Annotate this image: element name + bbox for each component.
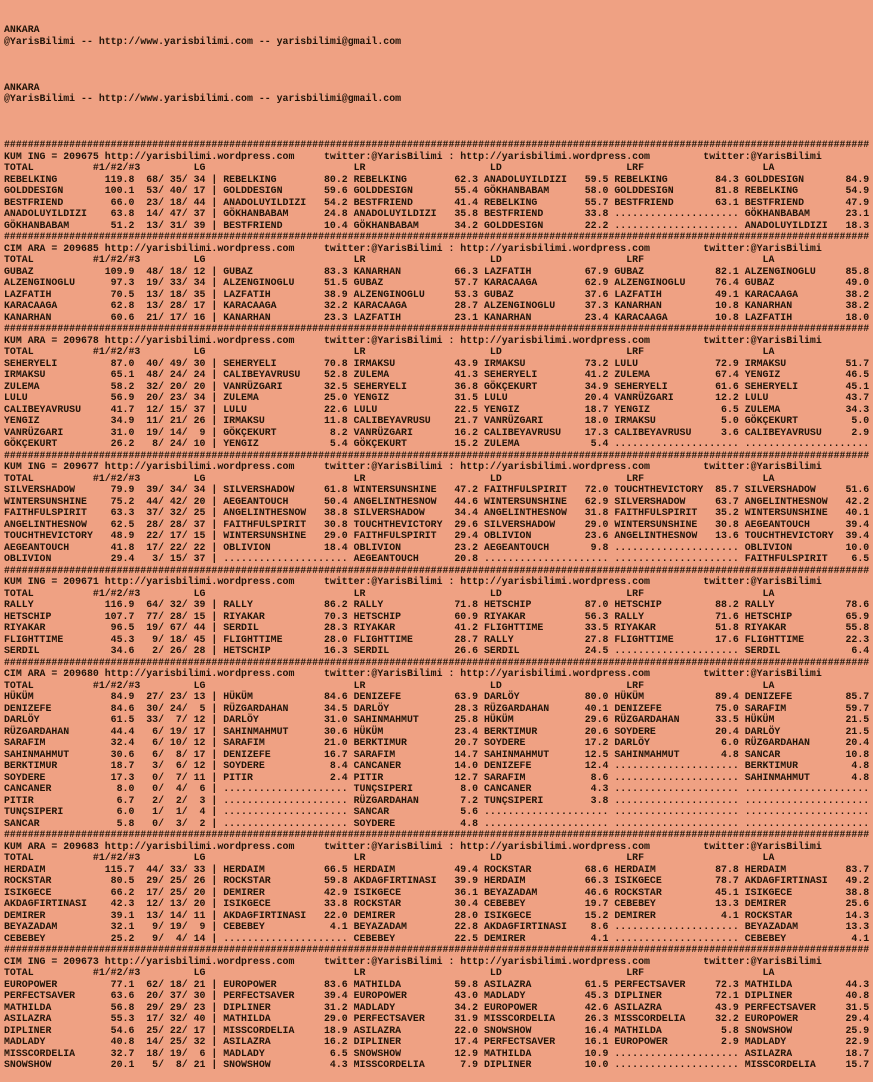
race-block (4, 323, 873, 450)
horse-row: GUBAZ 109.9 48/ 18/ 12 | GUBAZ 83.3 KANARHAN 66.3 LAZFATIH 67.9 GUBAZ 82.1 ALZENGINOGLU 85.8 (4, 265, 870, 277)
horse-row: ANGELINTHESNOW 62.5 28/ 28/ 37 | FAITHFULSPIRIT 30.8 TOUCHTHEVICTORY 29.6 SILVERSHADOW 29.0 WINTERSUNSHINE 30.8 AEGEANTOUCH 39.4 (4, 518, 870, 530)
horse-row: LULU 56.9 20/ 23/ 34 | ZULEMA 25.0 YENGIZ 31.5 LULU 20.4 VANRÜZGARI 12.2 LULU 43.7 (4, 392, 870, 403)
column-header-row: TOTAL #1/#2/#3 LG LR LD LRF LA (4, 162, 775, 173)
horse-row: ISIKGECE 66.2 17/ 25/ 20 | DEMIRER 42.9 ISIKGECE 36.1 BEYAZADAM 46.6 ROCKSTAR 45.1 ISIKGECE 38.8 (4, 886, 870, 898)
block-title: CIM ING = 209673 http://yarisbilimi.wordpress.com twitter:@YarisBilimi : http://yarisbilimi.wordpress.com twitter:@YarisBilimi (4, 955, 822, 967)
horse-row: ANADOLUYILDIZI 63.8 14/ 47/ 37 | GÖKHANBABAM 24.8 ANADOLUYILDIZI 35.8 BESTFRIEND 33.8 ..................... GÖKHANBABAM 23.1 (4, 208, 870, 219)
separator-line: ################################################################################################################################################## (4, 449, 870, 461)
horse-row: HETSCHIP 107.7 77/ 28/ 15 | RIYAKAR 70.3 HETSCHIP 60.9 RIYAKAR 56.3 RALLY 71.6 HETSCHIP 65.9 (4, 610, 870, 622)
horse-row: TOUCHTHEVICTORY 48.9 22/ 17/ 15 | WINTERSUNSHINE 29.0 FAITHFULSPIRIT 29.4 OBLIVION 23.6 ANGELINTHESNOW 13.6 TOUCHTHEVICTORY 39.4 (4, 530, 870, 541)
horse-row: DEMIRER 39.1 13/ 14/ 11 | AKDAGFIRTINASI 22.0 DEMIRER 28.0 ISIKGECE 15.2 DEMIRER 4.1 ROCKSTAR 14.3 (4, 909, 870, 921)
horse-row: YENGIZ 34.9 11/ 21/ 26 | IRMAKSU 11.8 CALIBEYAVRUSU 21.7 VANRÜZGARI 18.0 IRMAKSU 5.0 GÖKÇEKURT 5.0 (4, 415, 870, 426)
horse-row: FAITHFULSPIRIT 63.3 37/ 32/ 25 | ANGELINTHESNOW 38.8 SILVERSHADOW 34.4 ANGELINTHESNOW 31.8 FAITHFULSPIRIT 35.2 WINTERSUNSHINE 40.1 (4, 507, 870, 518)
horse-row: DARLÖY 61.5 33/ 7/ 12 | DARLÖY 31.0 SAHINMAHMUT 25.8 HÜKÜM 29.6 RÜZGARDAHAN 33.5 HÜKÜM 21.5 (4, 714, 870, 725)
blank-line (4, 59, 873, 71)
block-title: KUM ING = 209671 http://yarisbilimi.wordpress.com twitter:@YarisBilimi : http://yarisbilimi.wordpress.com twitter:@YarisBilimi (4, 576, 822, 587)
horse-row: SNOWSHOW 20.1 5/ 8/ 21 | SNOWSHOW 4.3 MISSCORDELIA 7.9 DIPLINER 10.0 ..................... MISSCORDELIA 15.7 (4, 1059, 870, 1070)
horse-row: MADLADY 40.8 14/ 25/ 32 | ASILAZRA 16.2 DIPLINER 17.4 PERFECTSAVER 16.1 EUROPOWER 2.9 MADLADY 22.9 (4, 1036, 870, 1047)
horse-row: CEBEBEY 25.2 9/ 4/ 14 | ..................... CEBEBEY 22.5 DEMIRER 4.1 ..................... CEBEBEY 4.1 (4, 932, 870, 944)
byline-line: @YarisBilimi -- http://www.yarisbilimi.com -- yarisbilimi@gmail.com (4, 93, 402, 104)
separator-line: ################################################################################################################################################## (4, 829, 870, 840)
horse-row: EUROPOWER 77.1 62/ 18/ 21 | EUROPOWER 83.6 MATHILDA 59.8 ASILAZRA 61.5 PERFECTSAVER 72.3 MATHILDA 44.3 (4, 978, 870, 990)
horse-row: WINTERSUNSHINE 75.2 44/ 42/ 20 | AEGEANTOUCH 50.4 ANGELINTHESNOW 44.6 WINTERSUNSHINE 62.9 SILVERSHADOW 63.7 ANGELINTHESNOW 42.2 (4, 495, 870, 507)
horse-row: GOLDDESIGN 100.1 53/ 40/ 17 | GOLDDESIGN 59.6 GOLDDESIGN 55.4 GÖKHANBABAM 58.0 GOLDDESIGN 81.8 REBELKING 54.9 (4, 185, 870, 196)
race-block (4, 565, 873, 657)
block-title: KUM ARA = 209678 http://yarisbilimi.wordpress.com twitter:@YarisBilimi : http://yarisbilimi.wordpress.com twitter:@YarisBilimi (4, 334, 822, 346)
intro-section (4, 24, 873, 116)
horse-row: ZULEMA 58.2 32/ 20/ 20 | VANRÜZGARI 32.5 SEHERYELI 36.8 GÖKÇEKURT 34.9 SEHERYELI 61.6 SEHERYELI 45.1 (4, 380, 870, 392)
horse-row: OBLIVION 29.4 3/ 15/ 37 | ..................... AEGEANTOUCH 20.8 ..................... ..................... FAITHFULSPIRIT 6.5 (4, 553, 870, 564)
horse-row: FLIGHTTIME 45.3 9/ 18/ 45 | FLIGHTTIME 28.0 FLIGHTTIME 28.7 RALLY 27.8 FLIGHTTIME 17.6 FLIGHTTIME 22.3 (4, 633, 870, 645)
horse-row: KARACAAGA 62.8 13/ 28/ 17 | KARACAAGA 32.2 KARACAAGA 28.7 ALZENGINOGLU 37.3 KANARHAN 10.8 KANARHAN 38.2 (4, 300, 870, 311)
separator-line: ################################################################################################################################################## (4, 231, 870, 242)
column-header-row: TOTAL #1/#2/#3 LG LR LD LRF LA (4, 254, 775, 265)
horse-row: SERDIL 34.6 2/ 26/ 28 | HETSCHIP 16.3 SERDIL 26.6 SERDIL 24.5 ..................... SERDIL 6.4 (4, 645, 870, 656)
horse-row: ALZENGINOGLU 97.3 19/ 33/ 34 | ALZENGINOGLU 51.5 GUBAZ 57.7 KARACAAGA 62.9 ALZENGINOGLU 76.4 GUBAZ 49.0 (4, 277, 870, 288)
horse-row: SANCAR 5.8 0/ 3/ 2 | ..................... SOYDERE 4.8 ..................... ..................... ..................... (4, 817, 870, 829)
horse-row: PITIR 6.7 2/ 2/ 3 | ..................... RÜZGARDAHAN 7.2 TUNÇSIPERI 3.8 ..................... ..................... (4, 794, 870, 806)
horse-row: BESTFRIEND 66.0 23/ 18/ 44 | ANADOLUYILDIZI 54.2 BESTFRIEND 41.4 REBELKING 55.7 BESTFRIEND 63.1 BESTFRIEND 47.9 (4, 196, 870, 208)
horse-row: RÜZGARDAHAN 44.4 6/ 19/ 17 | SAHINMAHMUT 30.6 HÜKÜM 23.4 BERKTIMUR 20.6 SOYDERE 20.4 DARLÖY 21.5 (4, 725, 870, 737)
horse-row: DIPLINER 54.6 25/ 22/ 17 | MISSCORDELIA 18.9 ASILAZRA 22.0 SNOWSHOW 16.4 MATHILDA 5.8 SNOWSHOW 25.9 (4, 1024, 870, 1036)
location-line: ANKARA (4, 81, 40, 93)
blank-line (4, 105, 873, 117)
block-title: KUM ING = 209677 http://yarisbilimi.wordpress.com twitter:@YarisBilimi : http://yarisbilimi.wordpress.com twitter:@YarisBilimi (4, 461, 822, 472)
horse-row: VANRÜZGARI 31.0 19/ 14/ 9 | GÖKÇEKURT 8.2 VANRÜZGARI 16.2 CALIBEYAVRUSU 17.3 CALIBEYAVRUSU 3.6 CALIBEYAVRUSU 2.9 (4, 426, 870, 438)
horse-row: LAZFATIH 70.5 13/ 18/ 35 | LAZFATIH 38.9 ALZENGINOGLU 53.3 GUBAZ 37.6 LAZFATIH 49.1 KARACAAGA 38.2 (4, 288, 870, 300)
block-title: KUM ING = 209675 http://yarisbilimi.wordpress.com twitter:@YarisBilimi : http://yarisbilimi.wordpress.com twitter:@YarisBilimi (4, 150, 822, 162)
horse-row: RIYAKAR 96.5 19/ 67/ 44 | SERDIL 28.3 RIYAKAR 41.2 FLIGHTTIME 33.5 RIYAKAR 51.8 RIYAKAR 55.8 (4, 622, 870, 633)
separator-line: ################################################################################################################################################## (4, 944, 870, 955)
horse-row: SOYDERE 17.3 0/ 7/ 11 | PITIR 2.4 PITIR 12.7 SARAFIM 8.6 ..................... SAHINMAHMUT 4.8 (4, 771, 870, 783)
column-header-row: TOTAL #1/#2/#3 LG LR LD LRF LA (4, 346, 775, 357)
race-block (4, 944, 873, 1071)
horse-row: DENIZEFE 84.6 30/ 24/ 5 | RÜZGARDAHAN 34.5 DARLÖY 28.3 RÜZGARDAHAN 40.1 DENIZEFE 75.0 SARAFIM 59.7 (4, 702, 870, 714)
separator-line: ################################################################################################################################################## (4, 656, 870, 668)
blank-line (4, 70, 873, 82)
horse-row: AKDAGFIRTINASI 42.3 12/ 13/ 20 | ISIKGECE 33.8 ROCKSTAR 30.4 CEBEBEY 19.7 CEBEBEY 13.3 DEMIRER 25.6 (4, 898, 870, 909)
race-block (4, 657, 873, 830)
column-header-row: TOTAL #1/#2/#3 LG LR LD LRF LA (4, 679, 775, 691)
horse-row: TUNÇSIPERI 6.0 1/ 1/ 4 | ..................... SANCAR 5.6 ..................... ..................... ..................... (4, 806, 870, 817)
horse-row: CALIBEYAVRUSU 41.7 12/ 15/ 37 | LULU 22.6 LULU 22.5 YENGIZ 18.7 YENGIZ 6.5 ZULEMA 34.3 (4, 403, 870, 415)
horse-row: CANCANER 8.0 0/ 4/ 6 | ..................... TUNÇSIPERI 8.0 CANCANER 4.3 ..................... ..................... (4, 783, 870, 794)
horse-row: ROCKSTAR 80.5 29/ 25/ 26 | ROCKSTAR 59.8 AKDAGFIRTINASI 39.9 HERDAIM 66.3 ISIKGECE 78.7 AKDAGFIRTINASI 49.2 (4, 875, 870, 886)
horse-row: SARAFIM 32.4 6/ 10/ 12 | SARAFIM 21.0 BERKTIMUR 20.7 SOYDERE 17.2 DARLÖY 6.0 RÜZGARDAHAN 20.4 (4, 737, 870, 748)
horse-row: RALLY 116.9 64/ 32/ 39 | RALLY 86.2 RALLY 71.8 HETSCHIP 87.0 HETSCHIP 88.2 RALLY 78.6 (4, 599, 870, 610)
separator-line: ################################################################################################################################################## (4, 139, 870, 150)
horse-row: BEYAZADAM 32.1 9/ 19/ 9 | CEBEBEY 4.1 BEYAZADAM 22.8 AKDAGFIRTINASI 8.6 ..................... BEYAZADAM 13.3 (4, 921, 870, 932)
race-block (4, 231, 873, 323)
horse-row: MISSCORDELIA 32.7 18/ 19/ 6 | MADLADY 6.5 SNOWSHOW 12.9 MATHILDA 10.9 ..................... ASILAZRA 18.7 (4, 1047, 870, 1059)
separator-line: ################################################################################################################################################## (4, 323, 870, 334)
horse-row: HÜKÜM 84.9 27/ 23/ 13 | HÜKÜM 84.6 DENIZEFE 63.9 DARLÖY 80.0 HÜKÜM 89.4 DENIZEFE 85.7 (4, 691, 870, 702)
byline-line: @YarisBilimi -- http://www.yarisbilimi.com -- yarisbilimi@gmail.com (4, 35, 402, 47)
horse-row: HERDAIM 115.7 44/ 33/ 33 | HERDAIM 66.5 HERDAIM 49.4 ROCKSTAR 68.6 HERDAIM 87.8 HERDAIM 83.7 (4, 863, 870, 875)
horse-row: MATHILDA 56.8 29/ 29/ 23 | DIPLINER 31.2 MADLADY 34.2 EUROPOWER 42.6 ASILAZRA 43.9 PERFECTSAVER 31.5 (4, 1001, 870, 1013)
location-line: ANKARA (4, 24, 40, 35)
column-header-row: TOTAL #1/#2/#3 LG LR LD LRF LA (4, 587, 775, 599)
horse-row: KANARHAN 60.6 21/ 17/ 16 | KANARHAN 23.3 LAZFATIH 23.1 KANARHAN 23.4 KARACAAGA 10.8 LAZFATIH 18.0 (4, 311, 870, 323)
race-block (4, 450, 873, 565)
horse-row: GÖKÇEKURT 26.2 8/ 24/ 10 | YENGIZ 5.4 GÖKÇEKURT 15.2 ZULEMA 5.4 ..................... ..................... (4, 438, 870, 449)
column-header-row: TOTAL #1/#2/#3 LG LR LD LRF LA (4, 852, 775, 863)
block-title: KUM ARA = 209683 http://yarisbilimi.wordpress.com twitter:@YarisBilimi : http://yarisbilimi.wordpress.com twitter:@YarisBilimi (4, 840, 822, 852)
horse-row: SAHINMAHMUT 30.6 6/ 8/ 17 | DENIZEFE 16.7 SARAFIM 14.7 SAHINMAHMUT 12.5 SAHINMAHMUT 4.8 SANCAR 10.8 (4, 748, 870, 760)
separator-line: ################################################################################################################################################## (4, 564, 870, 576)
blank-line (4, 47, 873, 59)
horse-row: IRMAKSU 65.1 48/ 24/ 24 | CALIBEYAVRUSU 52.8 ZULEMA 41.3 SEHERYELI 41.2 ZULEMA 67.4 YENGIZ 46.5 (4, 369, 870, 380)
column-header-row: TOTAL #1/#2/#3 LG LR LD LRF LA (4, 472, 775, 484)
horse-row: ASILAZRA 55.3 17/ 32/ 40 | MATHILDA 29.0 PERFECTSAVER 31.9 MISSCORDELIA 26.3 MISSCORDELIA 32.2 EUROPOWER 29.4 (4, 1013, 870, 1024)
column-header-row: TOTAL #1/#2/#3 LG LR LD LRF LA (4, 967, 775, 978)
horse-row: PERFECTSAVER 63.6 20/ 37/ 30 | PERFECTSAVER 39.4 EUROPOWER 43.0 MADLADY 45.3 DIPLINER 72.1 DIPLINER 40.8 (4, 990, 870, 1001)
race-block (4, 829, 873, 944)
horse-row: REBELKING 119.8 68/ 35/ 34 | REBELKING 80.2 REBELKING 62.3 ANADOLUYILDIZI 59.5 REBELKING 84.3 GOLDDESIGN 84.9 (4, 173, 870, 185)
horse-row: SEHERYELI 87.0 40/ 49/ 30 | SEHERYELI 70.8 IRMAKSU 43.9 IRMAKSU 73.2 LULU 72.9 IRMAKSU 51.7 (4, 357, 870, 369)
horse-row: AEGEANTOUCH 41.8 17/ 22/ 22 | OBLIVION 18.4 OBLIVION 23.2 AEGEANTOUCH 9.8 ..................... OBLIVION 10.0 (4, 541, 870, 553)
block-title: CIM ARA = 209685 http://yarisbilimi.wordpress.com twitter:@YarisBilimi : http://yarisbilimi.wordpress.com twitter:@YarisBilimi (4, 242, 822, 254)
race-block (4, 139, 873, 231)
horse-row: SILVERSHADOW 79.9 39/ 34/ 34 | SILVERSHADOW 61.8 WINTERSUNSHINE 47.2 FAITHFULSPIRIT 72.0 TOUCHTHEVICTORY 85.7 SILVERSHADOW 51.6 (4, 484, 870, 495)
horse-row: BERKTIMUR 18.7 3/ 6/ 12 | SOYDERE 8.4 CANCANER 14.0 DENIZEFE 12.4 ..................... BERKTIMUR 4.8 (4, 760, 870, 771)
horse-row: GÖKHANBABAM 51.2 13/ 31/ 39 | BESTFRIEND 10.4 GÖKHANBABAM 34.2 GOLDDESIGN 22.2 ..................... ANADOLUYILDIZI 18.3 (4, 219, 870, 231)
blocks-section (4, 139, 873, 1071)
block-title: CIM ARA = 209680 http://yarisbilimi.wordpress.com twitter:@YarisBilimi : http://yarisbilimi.wordpress.com twitter:@YarisBilimi (4, 668, 822, 679)
